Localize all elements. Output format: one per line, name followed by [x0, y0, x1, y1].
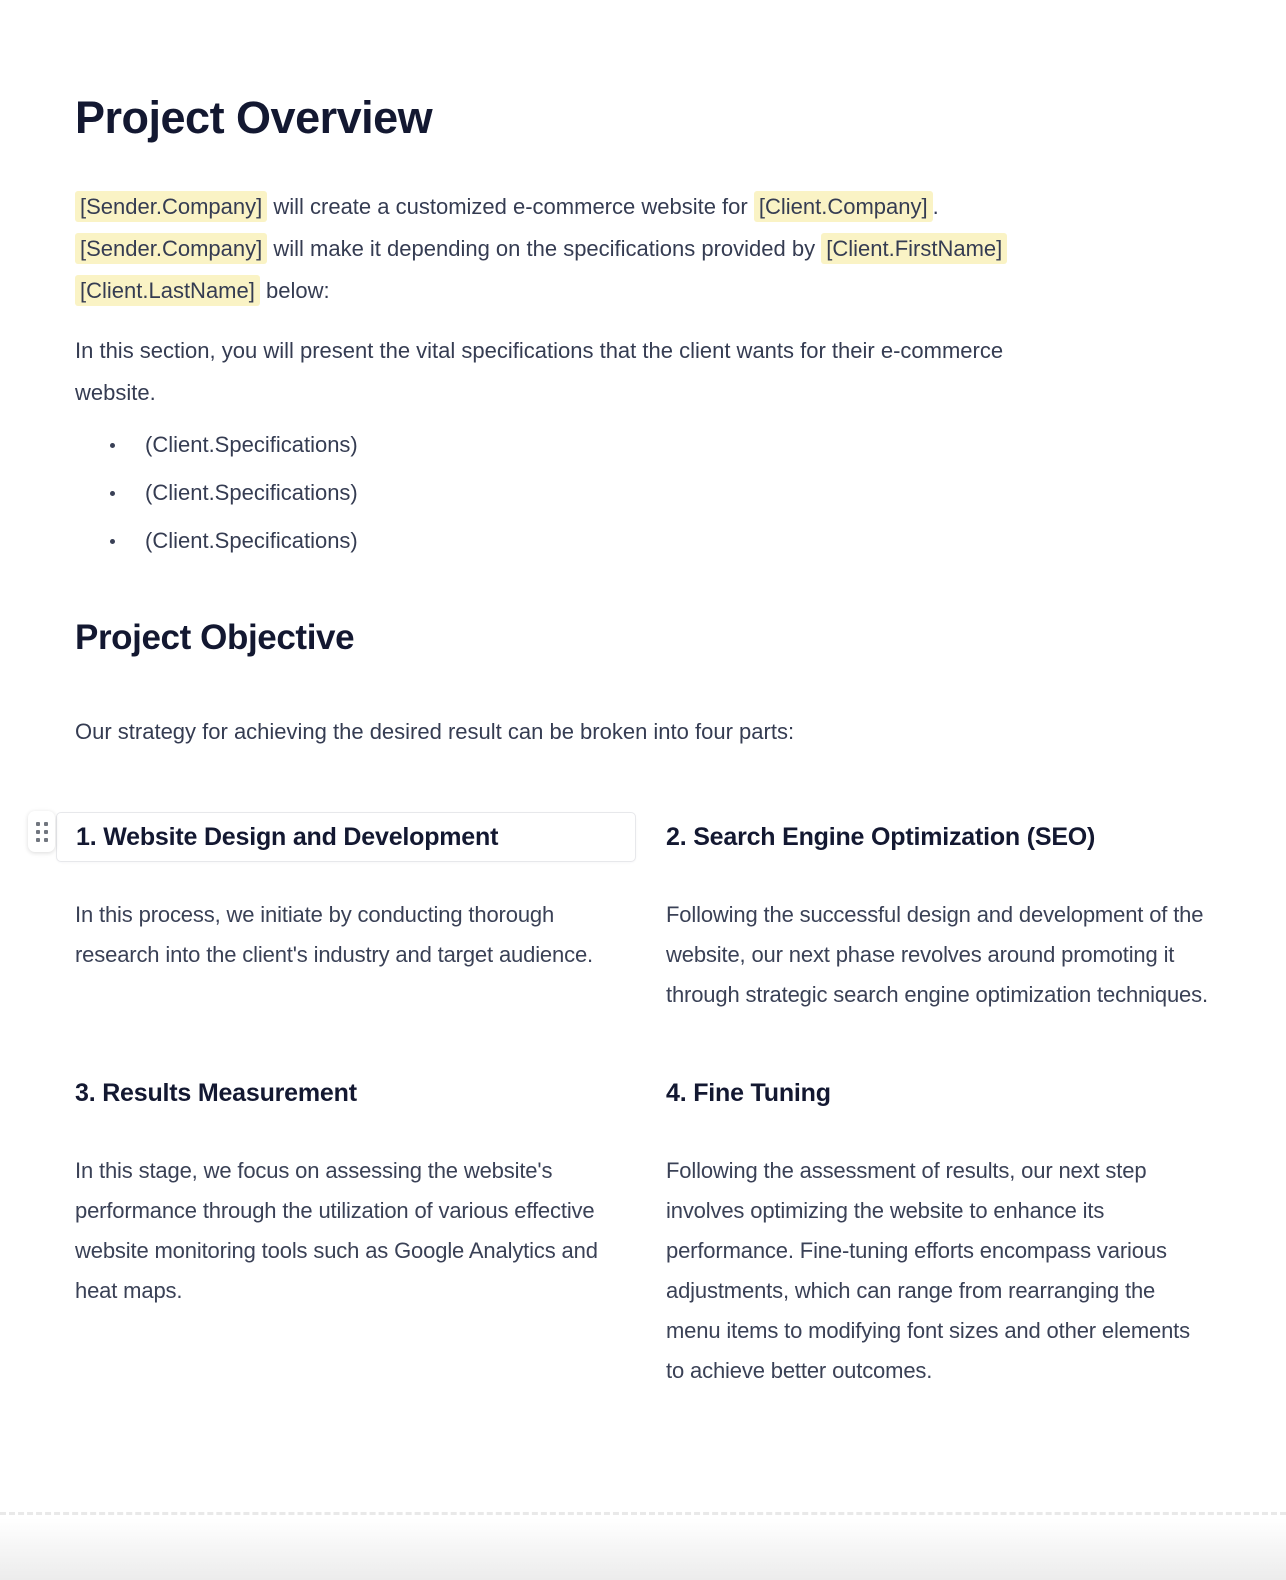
drag-handle-icon — [36, 822, 48, 842]
block-heading[interactable]: 2. Search Engine Optimization (SEO) — [666, 822, 1096, 851]
block-heading[interactable]: 4. Fine Tuning — [666, 1078, 831, 1107]
merge-field-client-company[interactable]: [Client.Company] — [754, 191, 933, 222]
list-item-label: (Client.Specifications) — [145, 432, 358, 457]
page-title-objective[interactable]: Project Objective — [75, 618, 355, 657]
block-results-measurement — [75, 1068, 620, 1391]
intro-paragraph[interactable] — [75, 186, 1007, 312]
objective-blocks-grid — [75, 812, 1211, 1391]
bullet-icon — [110, 539, 115, 544]
section-note-paragraph[interactable] — [75, 330, 1003, 414]
block-body[interactable]: In this process, we initiate by conducting thorough research into the client's industry and target audience. — [75, 902, 593, 967]
list-item-label: (Client.Specifications) — [145, 480, 358, 505]
merge-field-sender-company[interactable]: [Sender.Company] — [75, 191, 267, 222]
block-body[interactable]: Following the successful design and development of the website, our next phase revolves around promoting it through strategic search engine optimization techniques. — [666, 902, 1208, 1007]
block-heading: 1. Website Design and Development — [76, 822, 499, 851]
merge-field-client-firstname[interactable]: [Client.FirstName] — [821, 233, 1007, 264]
intro-text: below: — [259, 278, 330, 303]
block-heading[interactable]: 3. Results Measurement — [75, 1078, 357, 1107]
block-body[interactable]: In this stage, we focus on assessing the website's performance through the utilization of various effective website monitoring tools such as Google Analytics and heat maps. — [75, 1158, 598, 1303]
bullet-icon — [110, 491, 115, 496]
objective-intro-paragraph[interactable]: Our strategy for achieving the desired result can be broken into four parts: — [75, 719, 795, 744]
page-bottom-shade — [0, 1518, 1286, 1580]
list-item[interactable] — [75, 424, 358, 466]
list-item[interactable] — [75, 520, 358, 562]
intro-text: will create a customized e-commerce website for — [267, 194, 754, 219]
page-title-overview[interactable]: Project Overview — [75, 92, 433, 143]
block-seo — [666, 812, 1211, 1015]
bullet-icon — [110, 443, 115, 448]
drag-handle[interactable] — [28, 811, 55, 852]
intro-text: will make it depending on the specifications provided by — [267, 236, 822, 261]
note-line-2: website. — [75, 380, 156, 405]
specifications-list[interactable] — [75, 424, 358, 568]
selected-block-outline[interactable] — [56, 812, 636, 862]
merge-field-client-lastname[interactable]: [Client.LastName] — [75, 275, 260, 306]
intro-line-1 — [75, 186, 1007, 228]
intro-text: . — [932, 194, 939, 219]
block-body[interactable]: Following the assessment of results, our next step involves optimizing the website to enhance its performance. Fine-tuning efforts encompass various adjustments, which can range from rearranging the menu items to modifying font sizes and other elements to achieve better outcomes. — [666, 1158, 1190, 1383]
intro-line-3 — [75, 270, 1007, 312]
list-item-label: (Client.Specifications) — [145, 528, 358, 553]
intro-line-2 — [75, 228, 1007, 270]
list-item[interactable] — [75, 472, 358, 514]
block-fine-tuning — [666, 1068, 1211, 1391]
block-website-design — [75, 812, 620, 1015]
note-line-1: In this section, you will present the vital specifications that the client wants for their e-commerce — [75, 338, 1004, 363]
merge-field-sender-company[interactable]: [Sender.Company] — [75, 233, 267, 264]
page-break-divider — [0, 1512, 1286, 1515]
